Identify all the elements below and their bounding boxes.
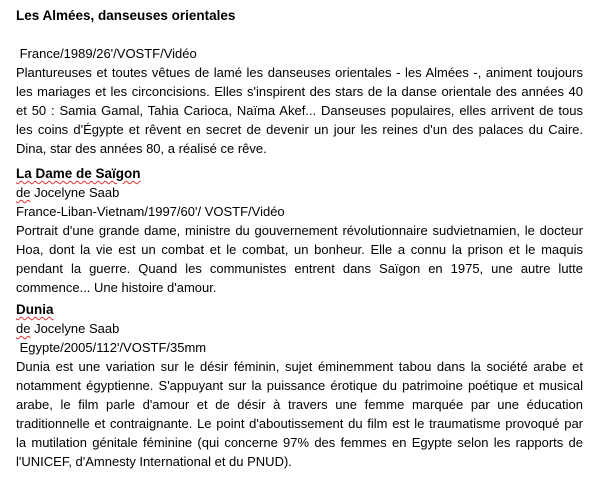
film-meta: Egypte/2005/112'/VOSTF/35mm: [16, 340, 207, 355]
film-entry: [16, 164, 583, 297]
director-name: Jocelyne Saab: [30, 321, 120, 336]
film-entry: [16, 300, 583, 471]
film-description: Portrait d'une grande dame, ministre du gouvernement révolutionnaire sudvietnamien, le docteur Hoa, dont la vie est un combat et le combat, un bonheur. Elle a connu la prison et le maquis pendant la guerre. Quand les communistes entrent dans Saïgon en 1975, une autre lutte commence... Une histoire d'amour.: [16, 223, 583, 295]
film-entry: [16, 6, 583, 158]
director-prefix: de: [16, 321, 31, 336]
film-meta: France/1989/26'/VOSTF/Vidéo: [16, 46, 197, 61]
blank-line: [16, 25, 583, 44]
film-title-text: La Dame de Saïgon: [16, 166, 141, 181]
film-description: Dunia est une variation sur le désir féminin, sujet éminemment tabou dans la société arabe et notamment égyptienne. S'appuyant sur la puissance érotique du patrimoine poétique et musical arabe, le film parle d'amour et de désir à travers une femme marquée par une éducation traditionnelle et contraignante. Le point d'aboutissement du film est le traumatisme provoqué par la mutilation génitale féminine (qui concerne 97% des femmes en Egypte selon les rapports de l'UNICEF, d'Amnesty International et du PNUD).: [16, 359, 583, 469]
film-description: Plantureuses et toutes vêtues de lamé les danseuses orientales - les Almées -, animent toujours les mariages et les circoncisions. Elles s'inspirent des stars de la danse orientale des années 40 et 50 : Samia Gamal, Tahia Carioca, Naïma Akef... Danseuses populaires, elles arrivent de tous les coins d'Égypte et rêvent en secret de devenir un jour les reines d'un des palaces du Caire. Dina, star des années 80, a réalisé ce rêve.: [16, 65, 583, 156]
film-title-text: Dunia: [16, 302, 54, 317]
director-prefix: de: [16, 185, 31, 200]
film-title: [16, 164, 583, 183]
film-title: Les Almées, danseuses orientales: [16, 8, 236, 23]
director-name: Jocelyne Saab: [30, 185, 120, 200]
film-meta: France-Liban-Vietnam/1997/60'/ VOSTF/Vidéo: [16, 204, 285, 219]
film-director: [16, 183, 583, 202]
film-title: [16, 300, 583, 319]
film-director: [16, 319, 583, 338]
